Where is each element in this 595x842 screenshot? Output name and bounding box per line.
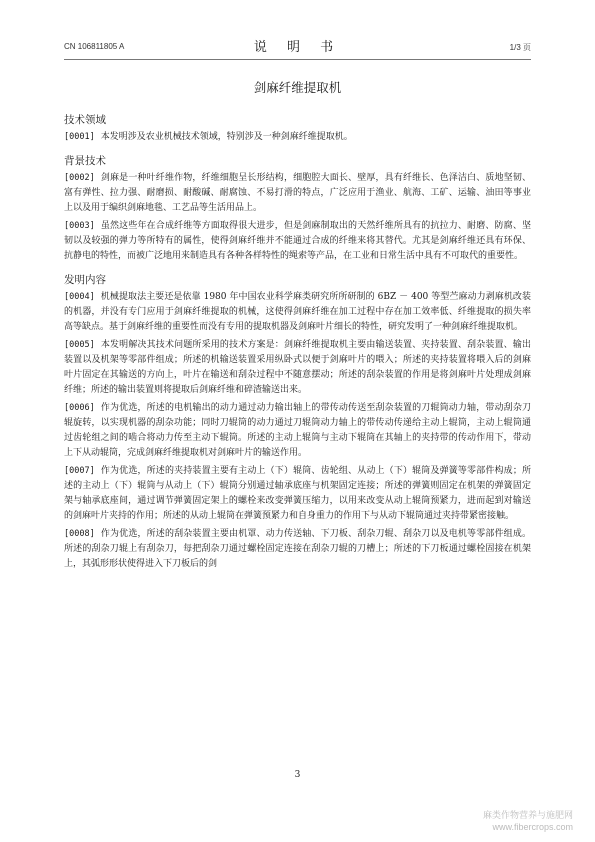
paragraph-number: [0005] [64,340,95,350]
paragraph [64,338,531,398]
header-divider [64,59,531,60]
watermark-site-name: 麻类作物营养与施肥网 [482,811,573,821]
document-body [64,112,531,575]
header-section-title: 说 明 书 [253,40,342,55]
paragraph-number: [0008] [64,529,95,539]
paragraph-text: 作为优选，所述的夹持装置主要有主动上（下）辊筒、齿轮组、从动上（下）辊筒及弹簧等零部件构成；所述的主动上（下）辊筒与从动上（下）辊筒分别通过轴承底座与机架固定连接；所述的弹簧则固定在机架的弹簧固定架与轴承底座间，通过调节弹簧固定架上的螺栓来改变弹簧压缩力，以用来改变从动上辊筒预紧力，进而起到对输送的剑麻叶片夹持的作用；所述的从动上辊筒在弹簧预紧力和自身重力的作用下与从动下辊筒通过夹持带紧密接触。 [64,466,531,521]
paragraph [64,219,531,264]
paragraph-text: 作为优选，所述的刮杂装置主要由机罩、动力传送轴、下刀板、刮杂刀辊、刮杂刀以及电机等零部件组成。所述的刮杂刀辊上有刮杂刀，每把刮杂刀通过螺栓固定连接在刮杂刀辊的刀槽上；所述的下刀板通过螺栓固接在机架上，其弧形形状使得进入下刀板后的剑 [64,529,531,569]
watermark-url: www.fibercrops.com [492,822,573,832]
paragraph [64,171,531,216]
page-indicator: 1/3 页 [509,43,531,52]
paragraph-number: [0007] [64,466,95,476]
paragraph-number: [0002] [64,173,95,183]
paragraph [64,527,531,572]
paragraph-number: [0001] [64,132,95,142]
doc-number: CN 106811805 A [64,42,125,51]
paragraph-number: [0003] [64,221,95,231]
section-heading: 背景技术 [64,155,106,167]
page-header [64,36,531,56]
paragraph [64,401,531,461]
document-title: 剑麻纤维提取机 [253,80,342,95]
page-number: 3 [294,770,301,780]
paragraph-text: 虽然这些年在合成纤维等方面取得很大进步，但是剑麻制取出的天然纤维所具有的抗拉力、耐磨、防腐、坚韧以及较强的弹力等所特有的属性，使得剑麻纤维并不能通过合成的纤维来将其替代。尤其是剑麻纤维还具有环保、抗静电的特性，而被广泛地用来制造具有各种各样特性的绳索等产品，在工业和日常生活中具有不可取代的重要性。 [64,221,531,261]
paragraph [64,130,531,145]
paragraph-text: 本发明涉及农业机械技术领域，特别涉及一种剑麻纤维提取机。 [100,132,353,142]
paragraph-text: 剑麻是一种叶纤维作物，纤维细胞呈长形结构，细胞腔大面长、壁厚，具有纤维长、色泽洁白、质地坚韧、富有弹性、拉力强、耐磨损、耐酸碱、耐腐蚀、不易打滑的特点，广泛应用于渔业、航海、工矿、运输、油田等事业上以及用于编织剑麻地毯、工艺品等生活用品上。 [64,173,531,213]
paragraph-number: [0006] [64,403,95,413]
paragraph-number: [0004] [64,292,95,302]
paragraph-text: 机械提取法主要还是依靠 1980 年中国农业科学麻类研究所所研制的 6BZ － 400 等型苎麻动力剥麻机改装的机器，并没有专门应用于剑麻纤维提取的机械，这使得剑麻纤维在加工过程中存在加工效率低、纤维提取的损失率高等缺点。基于剑麻纤维的重要性而没有专用的提取机器及剑麻叶片细长的特性，研究发明了一种剑麻纤维提取机。 [64,292,531,332]
paragraph-text: 作为优选，所述的电机输出的动力通过动力输出轴上的带传动传送至刮杂装置的刀辊筒动力轴，带动刮杂刀辊旋转，以实现机器的刮杂功能；同时刀辊筒的动力通过刀辊筒动力轴上的带传动传递给主动上辊筒，主动上辊筒通过齿轮组之间的啮合将动力传至主动下辊筒。所述的主动上辊筒与主动下辊筒在其轴上的夹持带的传动作用下，带动上下从动辊筒，完成剑麻纤维提取机对剑麻叶片的输送作用。 [64,403,531,458]
section-heading: 技术领域 [64,114,106,126]
section-heading: 发明内容 [64,274,106,286]
paragraph [64,290,531,335]
paragraph-text: 本发明解决其技术问题所采用的技术方案是：剑麻纤维提取机主要由输送装置、夹持装置、刮杂装置、输出装置以及机架等零部件组成；所述的机输送装置采用纵卧式以便于剑麻叶片的喂入；所述的夹持装置将喂入后的剑麻叶片固定在其输送的方向上，叶片在输送和刮杂过程中不随意摆动；所述的刮杂装置的作用是将剑麻叶片处理成剑麻纤维；所述的输出装置则将提取后剑麻纤维和碎渣输送出来。 [64,340,531,395]
paragraph [64,464,531,524]
